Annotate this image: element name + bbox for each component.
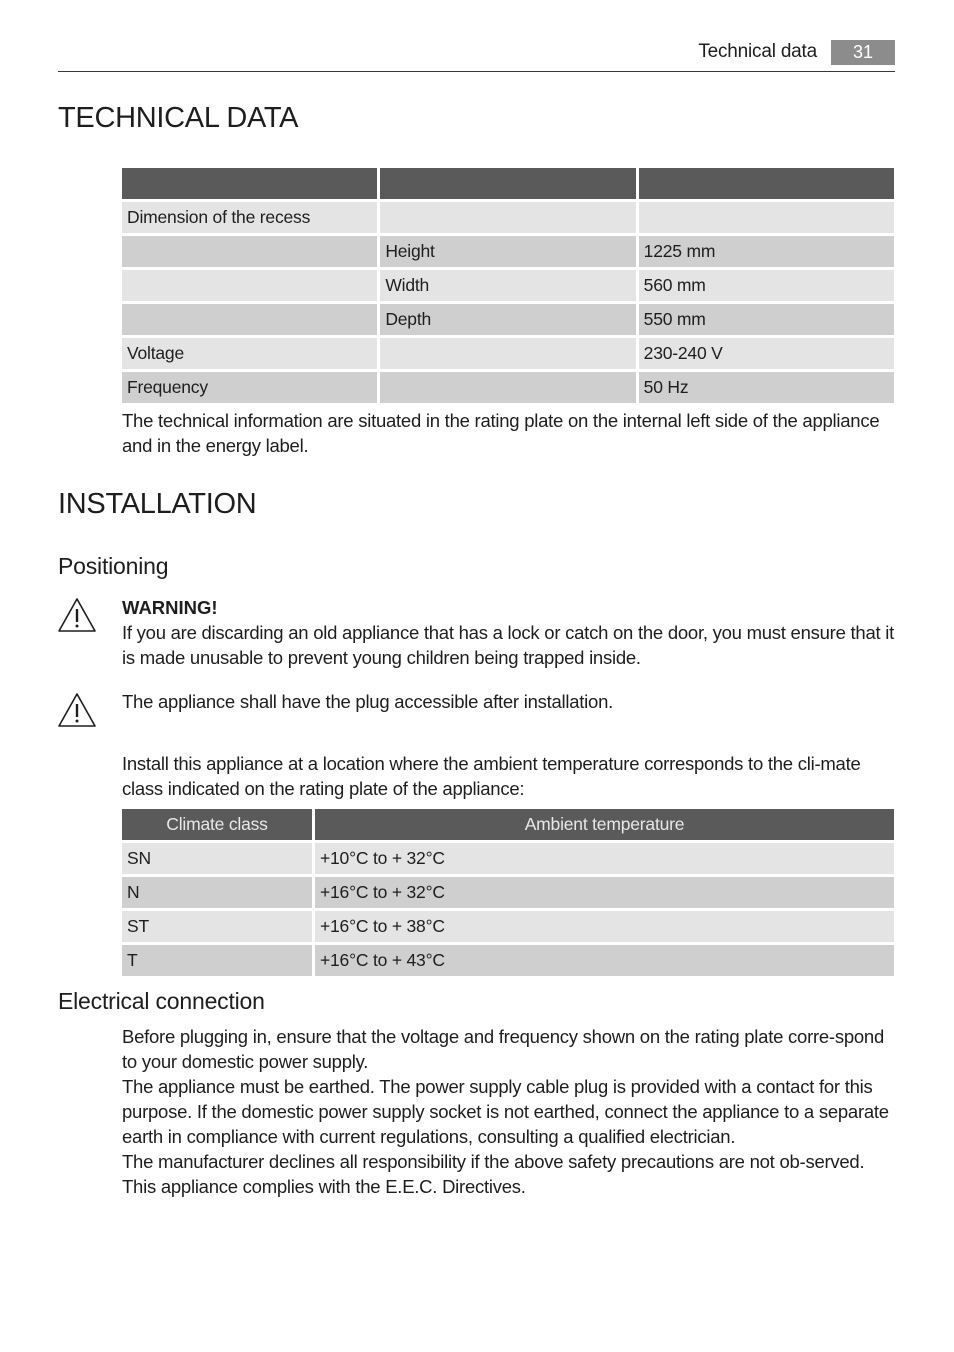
table-header-cell xyxy=(639,168,894,199)
installation-heading: INSTALLATION xyxy=(58,488,257,520)
warning-block xyxy=(122,595,897,670)
technical-data-table xyxy=(119,165,897,406)
warning-label: WARNING! xyxy=(122,597,218,618)
table-cell: 560 mm xyxy=(639,270,894,301)
table-cell xyxy=(380,338,635,369)
table-cell xyxy=(380,202,635,233)
climate-intro: Install this appliance at a location where the ambient temperature corresponds to the cli-mate class indicated on the rating plate of the appliance: xyxy=(122,753,861,799)
electrical-paragraph: Before plugging in, ensure that the voltage and frequency shown on the rating plate corre-spond to your domestic power supply. xyxy=(122,1026,884,1072)
table-cell: Frequency xyxy=(122,372,377,403)
electrical-paragraph: The manufacturer declines all responsibility if the above safety precautions are not ob-served. xyxy=(122,1151,865,1172)
page-header xyxy=(58,40,895,72)
table-cell: 550 mm xyxy=(639,304,894,335)
table-header-row xyxy=(122,809,894,840)
table-cell: 230-240 V xyxy=(639,338,894,369)
table-row xyxy=(122,843,894,874)
table-cell: +16°C to + 38°C xyxy=(315,911,894,942)
positioning-heading: Positioning xyxy=(58,553,169,579)
table-cell: +16°C to + 32°C xyxy=(315,877,894,908)
electrical-paragraph: This appliance complies with the E.E.C. Directives. xyxy=(122,1176,526,1197)
technical-data-heading: TECHNICAL DATA xyxy=(58,102,299,134)
technical-info-note: The technical information are situated in the rating plate on the internal left side of the appliance and in the energy label. xyxy=(122,410,880,456)
table-cell: SN xyxy=(122,843,312,874)
table-cell: 1225 mm xyxy=(639,236,894,267)
table-row xyxy=(122,338,894,369)
table-row xyxy=(122,911,894,942)
warning-text: If you are discarding an old appliance that has a lock or catch on the door, you must ensure that it is made unusable to prevent young children being trapped inside. xyxy=(122,622,895,668)
table-row xyxy=(122,202,894,233)
table-cell: +16°C to + 43°C xyxy=(315,945,894,976)
table-cell: Height xyxy=(380,236,635,267)
table-cell: 50 Hz xyxy=(639,372,894,403)
table-row xyxy=(122,877,894,908)
table-cell: Voltage xyxy=(122,338,377,369)
table-header-cell xyxy=(122,168,377,199)
table-row xyxy=(122,372,894,403)
table-header-cell: Climate class xyxy=(122,809,312,840)
page-number: 31 xyxy=(831,40,895,65)
table-cell: +10°C to + 32°C xyxy=(315,843,894,874)
table-cell xyxy=(639,202,894,233)
warning-triangle-icon xyxy=(57,692,97,728)
header-section-title: Technical data xyxy=(698,41,817,62)
climate-class-table xyxy=(119,806,897,979)
plug-accessible-note: The appliance shall have the plug accessible after installation. xyxy=(122,691,614,712)
table-header-cell: Ambient temperature xyxy=(315,809,894,840)
table-cell: ST xyxy=(122,911,312,942)
table-header-row xyxy=(122,168,894,199)
table-cell: N xyxy=(122,877,312,908)
table-row xyxy=(122,304,894,335)
table-cell xyxy=(122,236,377,267)
table-row xyxy=(122,236,894,267)
electrical-connection-text xyxy=(122,1024,897,1199)
electrical-connection-heading: Electrical connection xyxy=(58,988,265,1014)
table-cell: T xyxy=(122,945,312,976)
table-cell xyxy=(122,270,377,301)
table-cell xyxy=(122,304,377,335)
table-cell xyxy=(380,372,635,403)
table-row xyxy=(122,945,894,976)
table-header-cell xyxy=(380,168,635,199)
table-cell: Depth xyxy=(380,304,635,335)
table-row xyxy=(122,270,894,301)
warning-triangle-icon xyxy=(57,597,97,633)
electrical-paragraph: The appliance must be earthed. The power supply cable plug is provided with a contact for this purpose. If the domestic power supply socket is not earthed, connect the appliance to a separate earth in compliance with current regulations, consulting a qualified electrician. xyxy=(122,1076,889,1147)
table-cell: Dimension of the recess xyxy=(122,202,377,233)
table-cell: Width xyxy=(380,270,635,301)
